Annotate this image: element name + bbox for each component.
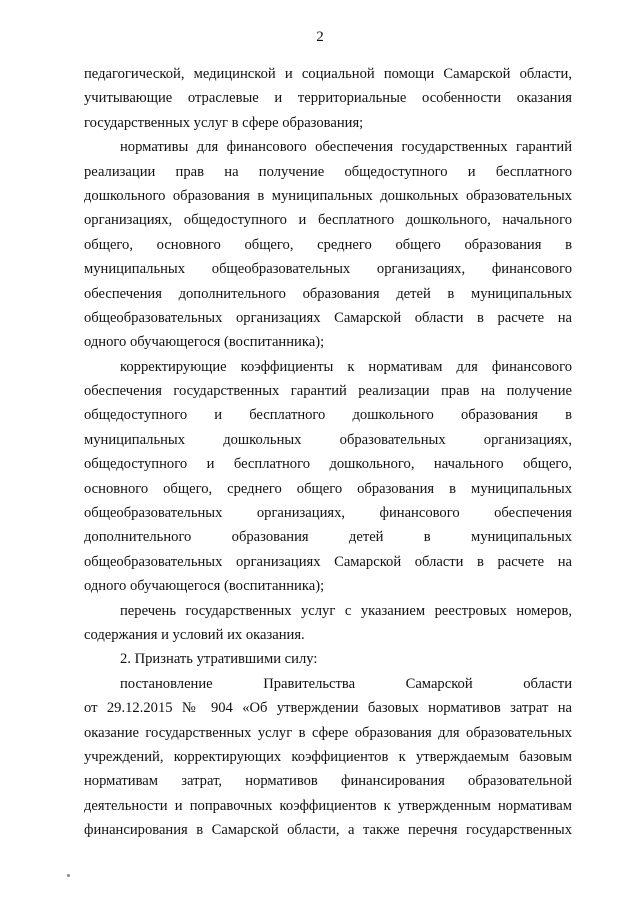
text-line: одного обучающегося (воспитанника); <box>84 578 325 595</box>
section-item-2: 2. Признать утратившими силу: <box>120 651 318 668</box>
scan-speck <box>67 874 70 877</box>
text-line: финансирования в Самарской области, а также перечня государственных <box>84 822 572 839</box>
text-line: корректирующие коэффициенты к нормативам для финансового <box>120 358 572 375</box>
text-line: муниципальных дошкольных образовательных организациях, <box>84 431 572 448</box>
text-line: обеспечения дополнительного образования детей в муниципальных <box>84 285 572 302</box>
text-line: оказание государственных услуг в сфере образования для образовательных <box>84 724 572 741</box>
paragraph-5 <box>84 647 572 671</box>
document-body <box>84 62 572 843</box>
text-line: постановление Правительства Самарской области <box>120 675 572 692</box>
text-line: реализации прав на получение общедоступного и бесплатного <box>84 163 572 180</box>
text-line: общедоступного и бесплатного дошкольного образования в <box>84 407 572 424</box>
text-line: дополнительного образования детей в муниципальных <box>84 529 572 546</box>
text-line: одного обучающегося (воспитанника); <box>84 334 325 351</box>
text-line: общеобразовательных организациях Самарской области в расчете на <box>84 309 572 326</box>
text-line: обеспечения государственных гарантий реализации прав на получение <box>84 383 572 400</box>
paragraph-4 <box>84 599 572 648</box>
text-line: учреждений, корректирующих коэффициентов к утверждаемым базовым <box>84 748 572 765</box>
paragraph-1 <box>84 62 572 135</box>
page-number: 2 <box>316 29 324 45</box>
text-line: муниципальных общеобразовательных организациях, финансового <box>84 261 572 278</box>
text-line: организациях, общедоступного и бесплатного дошкольного, начального <box>84 212 572 229</box>
text-line: учитывающие отраслевые и территориальные особенности оказания <box>84 90 572 107</box>
text-line: содержания и условий их оказания. <box>84 626 305 643</box>
text-line: педагогической, медицинской и социальной помощи Самарской области, <box>84 66 572 82</box>
text-line: от 29.12.2015 № 904 «Об утверждении базовых нормативов затрат на <box>84 700 572 717</box>
text-line: общедоступного и бесплатного дошкольного, начального общего, <box>84 456 572 473</box>
text-line: дошкольного образования в муниципальных дошкольных образовательных <box>84 187 572 204</box>
paragraph-2 <box>84 135 572 355</box>
text-line: общеобразовательных организациях Самарской области в расчете на <box>84 553 572 570</box>
paragraph-6 <box>84 672 572 843</box>
text-line: перечень государственных услуг с указанием реестровых номеров, <box>120 602 572 619</box>
text-line: общего, основного общего, среднего общего образования в <box>84 236 572 253</box>
text-line: нормативы для финансового обеспечения государственных гарантий <box>120 139 572 156</box>
text-line: нормативам затрат, нормативов финансирования образовательной <box>84 773 572 790</box>
text-line: деятельности и поправочных коэффициентов к утвержденным нормативам <box>84 797 572 814</box>
text-line: государственных услуг в сфере образования; <box>84 114 364 131</box>
text-line: общеобразовательных организациях, финансового обеспечения <box>84 505 572 522</box>
text-line: основного общего, среднего общего образования в муниципальных <box>84 480 572 497</box>
paragraph-3 <box>84 355 572 599</box>
